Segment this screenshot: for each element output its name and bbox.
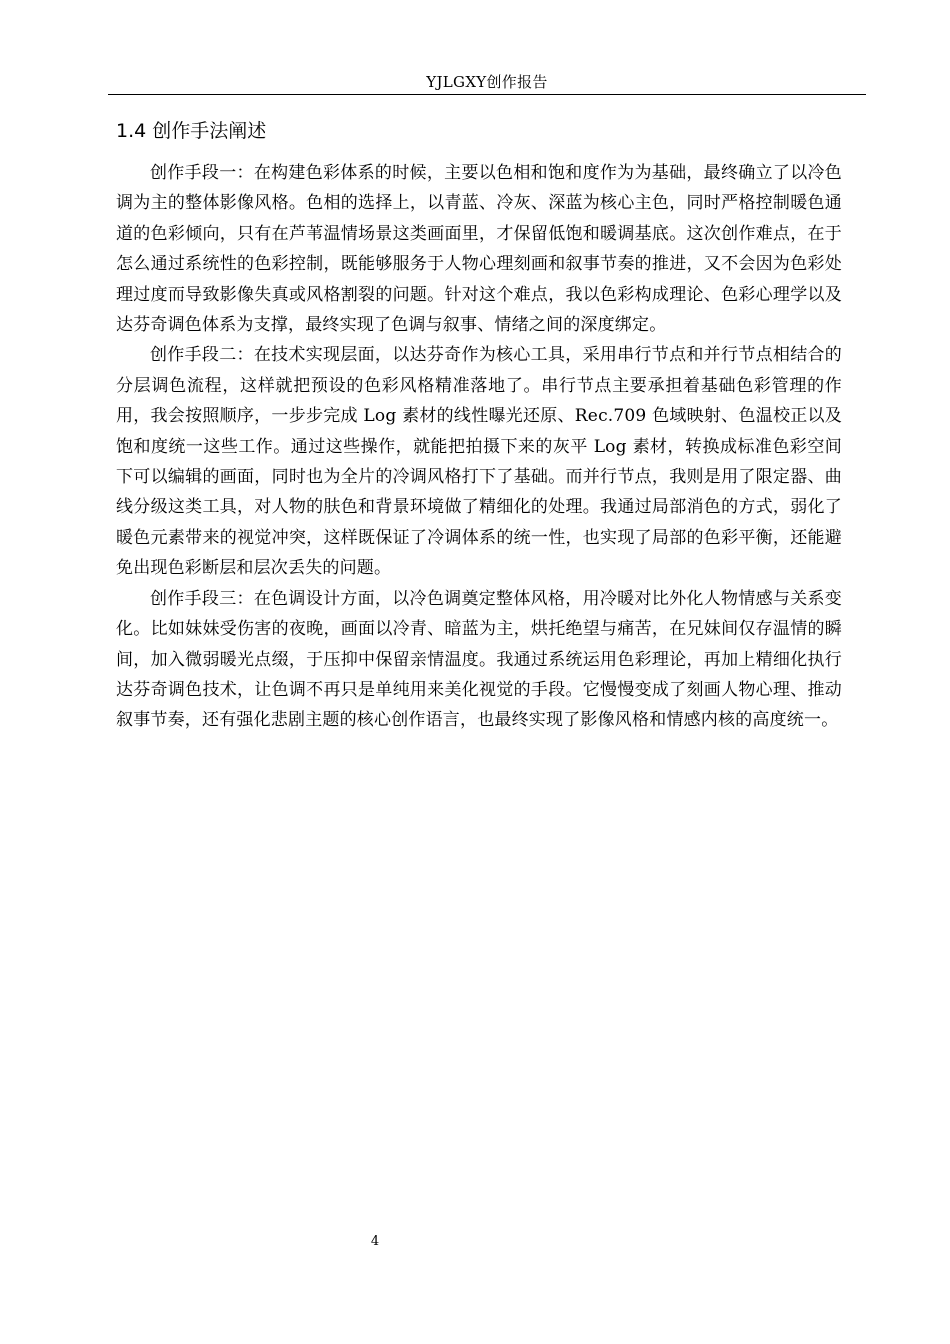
- paragraph-method-2: 创作手段二：在技术实现层面，以达芬奇作为核心工具，采用串行节点和并行节点相结合的分层调色流程，这样就把预设的色彩风格精准落地了。串行节点主要承担着基础色彩管理的作用，我会按照顺序，一步步完成 Log 素材的线性曝光还原、Rec.709 色域映射、色温校正以及饱和度统一这些工作。通过这些操作，就能把拍摄下来的灰平 Log 素材，转换成标准色彩空间下可以编辑的画面，同时也为全片的冷调风格打下了基础。而并行节点，我则是用了限定器、曲线分级这类工具，对人物的肤色和背景环境做了精细化的处理。我通过局部消色的方式，弱化了暖色元素带来的视觉冲突，这样既保证了冷调体系的统一性，也实现了局部的色彩平衡，还能避免出现色彩断层和层次丢失的问题。: [116, 345, 842, 579]
- paragraph-method-3: 创作手段三：在色调设计方面，以冷色调奠定整体风格，用冷暖对比外化人物情感与关系变化。比如妹妹受伤害的夜晚，画面以冷青、暗蓝为主，烘托绝望与痛苦，在兄妹间仅存温情的瞬间，加入微弱暖光点缀，于压抑中保留亲情温度。我通过系统运用色彩理论，再加上精细化执行达芬奇调色技术，让色调不再只是单纯用来美化视觉的手段。它慢慢变成了刻画人物心理、推动叙事节奏，还有强化悲剧主题的核心创作语言，也最终实现了影像风格和情感内核的高度统一。: [116, 588, 842, 731]
- paragraph-method-1: 创作手段一：在构建色彩体系的时候，主要以色相和饱和度作为为基础，最终确立了以冷色调为主的整体影像风格。色相的选择上，以青蓝、冷灰、深蓝为核心主色，同时严格控制暖色通道的色彩倾向，只有在芦苇温情场景这类画面里，才保留低饱和暖调基底。这次创作难点，在于怎么通过系统性的色彩控制，既能够服务于人物心理刻画和叙事节奏的推进，又不会因为色彩处理过度而导致影像失真或风格割裂的问题。针对这个难点，我以色彩构成理论、色彩心理学以及达芬奇调色体系为支撑，最终实现了色调与叙事、情绪之间的深度绑定。: [116, 163, 842, 336]
- body-text: [116, 158, 842, 736]
- section-title: 1.4 创作手法阐述: [116, 120, 267, 142]
- header-title: YJLGXY创作报告: [426, 73, 548, 91]
- page-header: [108, 72, 866, 95]
- page-number: 4: [370, 1234, 380, 1249]
